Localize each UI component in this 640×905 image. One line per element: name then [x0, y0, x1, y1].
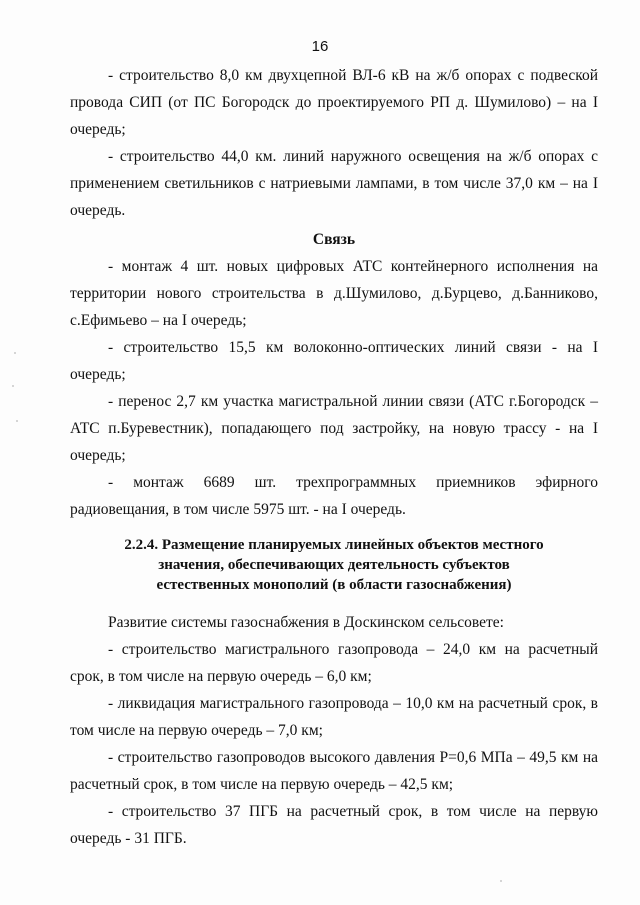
document-body [70, 62, 598, 852]
paragraph-main-gas-pipeline: - строительство магистрального газопровода – 24,0 км на расчетный срок, в том числе на первую очередь – 6,0 км; [70, 641, 598, 685]
paragraph-line-relocation: - перенос 2,7 км участка магистральной линии связи (АТС г.Богородск – АТС п.Буревестник), попадающего под застройку, на новую трассу - на I очередь; [70, 393, 598, 464]
paragraph-gas-intro: Развитие системы газоснабжения в Доскинском сельсовете: [108, 614, 504, 631]
paragraph-outdoor-lighting: - строительство 44,0 км. линий наружного освещения на ж/б опорах с применением светильников с натриевыми лампами, в том числе 37,0 км – на I очередь. [70, 148, 598, 219]
scan-speck [500, 880, 502, 882]
paragraph-fiber-optic: - строительство 15,5 км волоконно-оптических линий связи - на I очередь; [70, 339, 598, 383]
scan-speck [16, 420, 18, 422]
scan-speck [14, 352, 16, 354]
paragraph-pgb-construction: - строительство 37 ПГБ на расчетный срок, в том числе на первую очередь - 31 ПГБ. [70, 803, 598, 847]
page-number: 16 [311, 38, 329, 55]
paragraph-pipeline-liquidation: - ликвидация магистрального газопровода – 10,0 км на расчетный срок, в том числе на первую очередь – 7,0 км; [70, 695, 598, 739]
paragraph-high-pressure-pipelines: - строительство газопроводов высокого давления Р=0,6 МПа – 49,5 км на расчетный срок, в том числе на первую очередь – 42,5 км; [70, 749, 598, 793]
section-heading-2-2-4: 2.2.4. Размещение планируемых линейных объектов местного значения, обеспечивающих деятельность субъектов естественных монополий (в области газоснабжения) [124, 537, 544, 593]
heading-communications: Связь [312, 231, 356, 248]
scan-speck [12, 385, 14, 387]
paragraph-ats-installation: - монтаж 4 шт. новых цифровых АТС контейнерного исполнения на территории нового строительства в д.Шумилово, д.Бурцево, д.Банниково, с.Ефимьево – на I очередь; [70, 258, 598, 329]
paragraph-radio-receivers: - монтаж 6689 шт. трехпрограммных приемников эфирного радиовещания, в том числе 5975 шт. - на I очередь. [70, 474, 598, 518]
paragraph-vl6-construction: - строительство 8,0 км двухцепной ВЛ-6 кВ на ж/б опорах с подвеской провода СИП (от ПС Богородск до проектируемого РП д. Шумилово) – на I очередь; [70, 67, 598, 138]
